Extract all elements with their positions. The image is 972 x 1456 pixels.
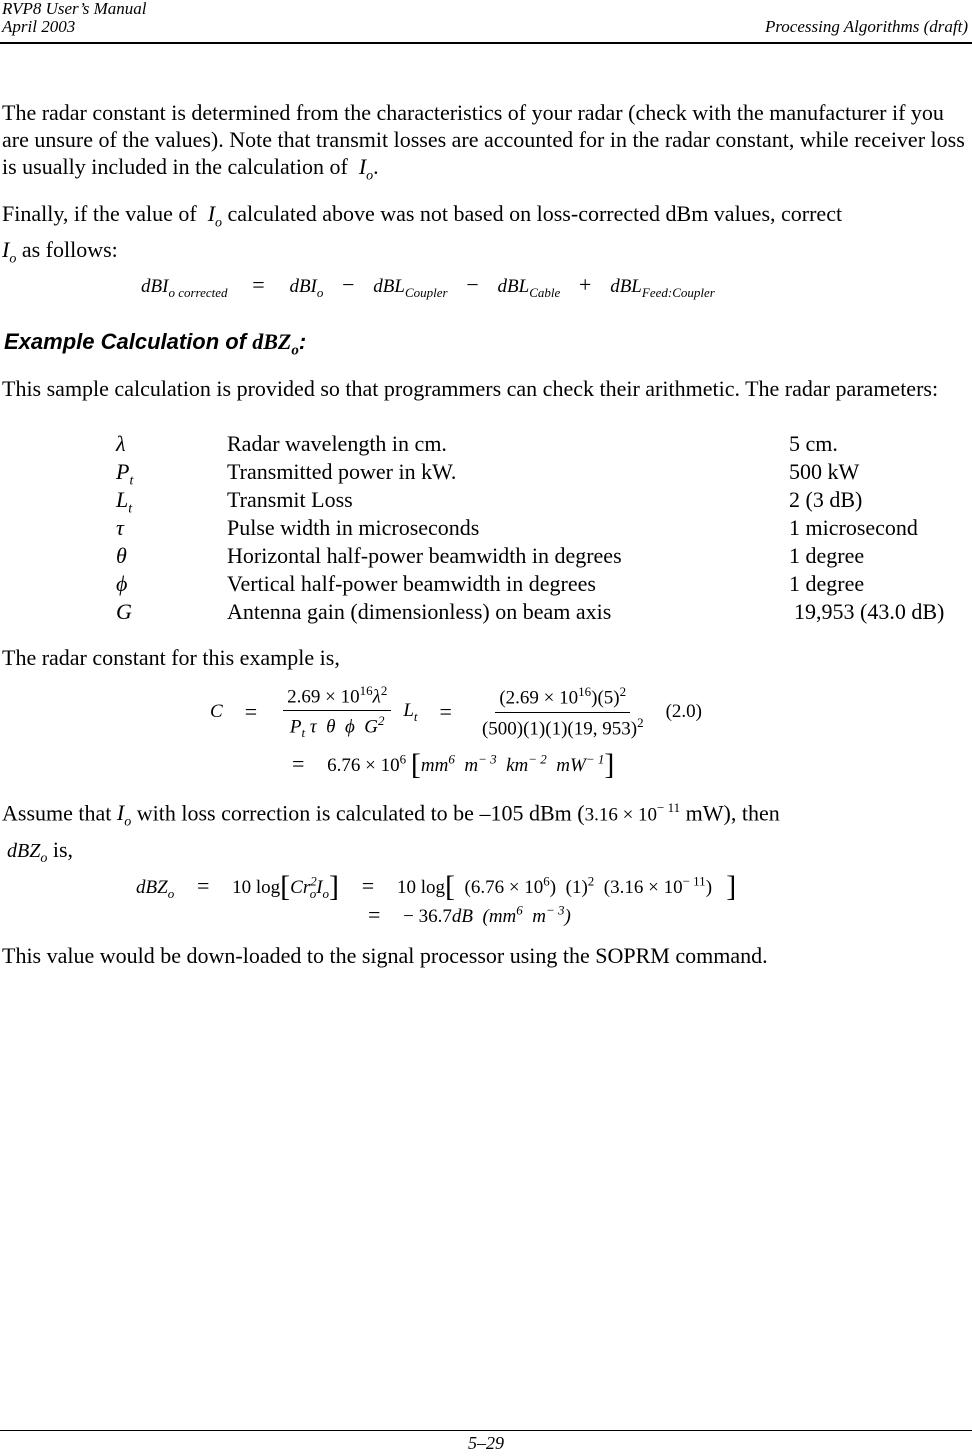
eq2-u3-exp: − 2 (528, 751, 547, 767)
parameter-value: 2 (3 dB) (789, 487, 863, 512)
paragraph-download: This value would be down-loaded to the signal processor using the SOPRM command. (2, 943, 768, 968)
parameter-description: Vertical half-power beamwidth in degrees (227, 571, 596, 596)
p5-dbz (2, 839, 48, 866)
eq2-den1 (286, 711, 389, 741)
parameter-value: 5 cm. (789, 431, 838, 456)
heading-var-main: dBZ (252, 329, 292, 354)
eq1-lhs-sub: o corrected (168, 284, 228, 300)
eq2-lambda-exp: 2 (380, 683, 388, 698)
eq2-den1-P-sub: t (301, 725, 306, 741)
parameter-row (0, 542, 972, 570)
eq1-t2-sub: Coupler (404, 284, 448, 300)
eq3-I: I (316, 877, 323, 898)
eq2-u1: mm (420, 755, 449, 776)
eq1-t1-sub: o (316, 284, 324, 300)
eq2-Lt-main: L (403, 699, 414, 721)
eq3-equals-2: = (361, 873, 375, 898)
io-o-2: o (215, 215, 223, 231)
eq2-equals-b: = (439, 699, 452, 725)
eq3-f3: (3.16 × 10 (603, 877, 683, 898)
paragraph-assume (2, 794, 968, 872)
eq2-l2-bracket-close: ] (604, 748, 615, 781)
eq2-l2-val: 6.76 × 10 (327, 755, 400, 776)
running-header-right: Processing Algorithms (draft) (764, 17, 968, 36)
p5-b: with loss correction is calculated to be –105 dBm ( (136, 800, 585, 826)
eq3-l2-equals: = (368, 902, 381, 927)
eq2-u4: mW (556, 755, 586, 776)
parameter-row (0, 458, 972, 489)
p5-exp: − 11 (657, 800, 681, 815)
parameter-description: Horizontal half-power beamwidth in degrees (227, 543, 622, 568)
eq3-Cr-sup: 2 (310, 873, 317, 889)
eq2-num2-val: (2.69 × 10 (499, 687, 579, 709)
eq3-l2-mm: (mm (482, 906, 517, 927)
parameter-row (0, 486, 972, 517)
eq1-equals: = (252, 272, 265, 297)
equation-dbi-corrected (141, 272, 715, 301)
eq2-Lt-sub: t (413, 708, 418, 724)
p1-end: . (373, 154, 379, 179)
p5-dbz-main: dBZ (7, 839, 41, 862)
eq3-b1-close: ] (329, 870, 340, 903)
eq2-den1-P: P (289, 716, 302, 738)
p5-io-I: I (116, 800, 125, 826)
equation-number: (2.0) (665, 701, 702, 723)
parameter-value: 19,953 (43.0 dB) (794, 599, 945, 624)
eq2-num1 (283, 683, 391, 711)
eq2-den1-exp: 2 (378, 713, 385, 729)
eq1-t4: dBL (610, 276, 642, 297)
parameter-row (0, 570, 972, 598)
equation-radar-constant (210, 683, 702, 741)
eq2-l2-equals: = (292, 751, 305, 776)
eq3-I-sub: o (322, 885, 330, 901)
p5-c: mW), then (680, 800, 780, 826)
eq1-t3-sub: Cable (529, 284, 561, 300)
io-var (353, 154, 374, 184)
eq2-u4-exp: − 1 (585, 751, 605, 767)
eq2-den2-exp: 2 (637, 714, 644, 730)
eq2-den2 (478, 713, 648, 740)
io-I: I (358, 154, 367, 179)
eq3-l2-units (482, 902, 571, 927)
section-heading (4, 329, 306, 359)
p2-b: calculated above was not based on loss-corrected dBm values, correct (227, 201, 843, 226)
p2-a: Finally, if the value of (2, 201, 197, 226)
eq3-b2-close: ] (726, 870, 737, 903)
eq3-f1-exp: 6 (543, 873, 550, 889)
eq3-l2-val: − 36.7 (403, 906, 452, 927)
equation-radar-constant-result (292, 748, 614, 782)
eq3-b1-open: [ (280, 870, 291, 903)
eq3-lhs-sub: o (167, 885, 175, 901)
p5-dbz-sub: o (40, 850, 48, 866)
eq3-f2: (1) (565, 877, 588, 898)
parameter-row (0, 430, 972, 458)
paragraph-radar-constant-example: The radar constant for this example is, (2, 645, 340, 670)
parameter-list (0, 430, 972, 630)
manual-date: April 2003 (2, 17, 76, 36)
eq3-log1: 10 log (232, 877, 281, 898)
heading-var-sub: o (291, 342, 299, 359)
io-I-2: I (207, 201, 216, 226)
eq1-t2: dBL (373, 276, 405, 297)
eq2-den1-rest: τ θ ϕ G (309, 716, 379, 738)
footer-rule (0, 1430, 972, 1431)
eq2-num2 (495, 684, 630, 712)
heading-colon: : (298, 329, 307, 354)
eq3-f1-end: ) (549, 877, 557, 898)
p5-d: is, (47, 836, 74, 862)
eq2-fraction-symbolic (283, 683, 391, 741)
parameter-description: Antenna gain (dimensionless) on beam axis (227, 599, 612, 624)
parameter-symbol (116, 514, 124, 542)
parameter-description: Transmitted power in kW. (227, 459, 457, 484)
equation-dbzo (136, 870, 736, 904)
running-header-left (2, 0, 147, 36)
eq3-l2-m-exp: − 3 (546, 902, 565, 918)
eq2-u1-exp: 6 (448, 751, 455, 767)
eq1-t3: dBL (497, 276, 530, 297)
eq1-plus: + (579, 272, 592, 297)
parameter-symbol-main: τ (116, 515, 124, 540)
io-o-3: o (9, 251, 17, 267)
heading-text: Example Calculation of (4, 329, 247, 354)
p5-num: 3.16 × 10 (584, 804, 658, 826)
parameter-symbol-main: L (116, 487, 129, 512)
eq2-lambda: λ (372, 686, 381, 708)
parameter-symbol-main: λ (116, 431, 126, 456)
eq3-log2: 10 log (396, 877, 445, 898)
p1-text: The radar constant is determined from the characteristics of your radar (check with the manufacturer if you are unsure of the values). Note that transmit losses are accounted for in the radar constant, while receiver loss is usually included in the calculation of (2, 100, 965, 179)
paragraph-radar-constant (2, 99, 968, 189)
parameter-symbol (116, 542, 127, 570)
eq2-num1-val: 2.69 × 10 (287, 686, 360, 708)
manual-title: RVP8 User’s Manual (2, 0, 147, 18)
header-rule (0, 42, 972, 44)
p5-a: Assume that (2, 800, 112, 826)
p5-io (116, 800, 132, 830)
parameter-symbol (116, 598, 132, 626)
parameter-symbol-main: G (116, 599, 132, 624)
parameter-symbol-main: ϕ (116, 571, 128, 596)
eq3-l2-close: ) (564, 906, 571, 927)
parameter-description: Transmit Loss (227, 487, 353, 512)
parameter-value: 500 kW (789, 459, 860, 484)
io-var-3 (2, 237, 17, 267)
eq2-num2-exp: 16 (578, 684, 592, 700)
eq2-num2-tail: )(5) (591, 687, 620, 709)
io-o: o (366, 168, 374, 184)
eq3-b2-open: [ (445, 870, 455, 903)
eq2-u2-exp: − 3 (478, 751, 497, 767)
eq2-l2-bracket-open: [ (410, 748, 421, 781)
eq1-t1: dBI (289, 276, 317, 297)
paragraph-sample-intro: This sample calculation is provided so that programmers can check their arithmetic. The radar parameters: (2, 376, 939, 401)
parameter-symbol (116, 430, 126, 458)
parameter-value: 1 degree (789, 571, 865, 596)
page-number: 5–29 (468, 1433, 504, 1453)
eq3-equals: = (196, 873, 210, 898)
eq3-f2-exp: 2 (587, 873, 595, 889)
eq2-u2: m (464, 755, 479, 776)
eq2-l2-exp: 6 (399, 751, 407, 767)
equation-dbzo-result (368, 902, 571, 928)
eq3-lhs (136, 877, 175, 901)
parameter-row (0, 598, 972, 626)
parameter-symbol-main: P (116, 459, 130, 484)
parameter-row (0, 514, 972, 542)
eq3-f3-end: ) (705, 877, 713, 898)
eq2-Lt (403, 700, 417, 725)
paragraph-correction (2, 200, 968, 273)
eq2-den2-val: (500)(1)(1)(19, 953) (481, 718, 638, 740)
parameter-symbol-sub: t (129, 473, 134, 489)
eq2-C: C (210, 701, 223, 723)
eq3-Cr: Cr (290, 877, 311, 898)
eq2-units (420, 751, 605, 776)
heading-var (252, 329, 299, 359)
eq1-minus-1: − (342, 272, 355, 297)
eq3-l2-unit: dB (451, 906, 473, 927)
eq1-minus-2: − (466, 272, 479, 297)
io-var-2 (202, 201, 223, 231)
parameter-symbol-main: θ (116, 543, 127, 568)
eq3-f1: (6.76 × 10 (464, 877, 544, 898)
parameter-description: Pulse width in microseconds (227, 515, 480, 540)
eq1-lhs: dBI (141, 276, 169, 297)
io-I-3: I (2, 237, 10, 263)
parameter-value: 1 degree (789, 543, 865, 568)
eq3-lhs-main: dBZ (136, 877, 168, 898)
parameter-symbol-sub: t (128, 501, 133, 517)
eq3-l2-m: m (532, 906, 547, 927)
parameter-symbol (116, 570, 127, 598)
parameter-value: 1 microsecond (789, 515, 918, 540)
p2-c: as follows: (21, 237, 118, 263)
eq2-u3: km (506, 755, 529, 776)
eq3-l2-mm-exp: 6 (516, 902, 523, 918)
eq2-fraction-numeric (478, 684, 648, 740)
parameter-description: Radar wavelength in cm. (227, 431, 447, 456)
eq3-f3-exp: − 11 (682, 873, 706, 889)
eq1-t4-sub: Feed:Coupler (641, 284, 715, 300)
eq3-in1 (290, 873, 330, 901)
eq2-num1-exp: 16 (359, 683, 373, 698)
eq3-Cr-sub: o (309, 885, 317, 901)
eq2-num2-tail-exp: 2 (619, 684, 627, 700)
p5-io-o: o (124, 814, 132, 830)
eq2-equals: = (244, 699, 258, 725)
